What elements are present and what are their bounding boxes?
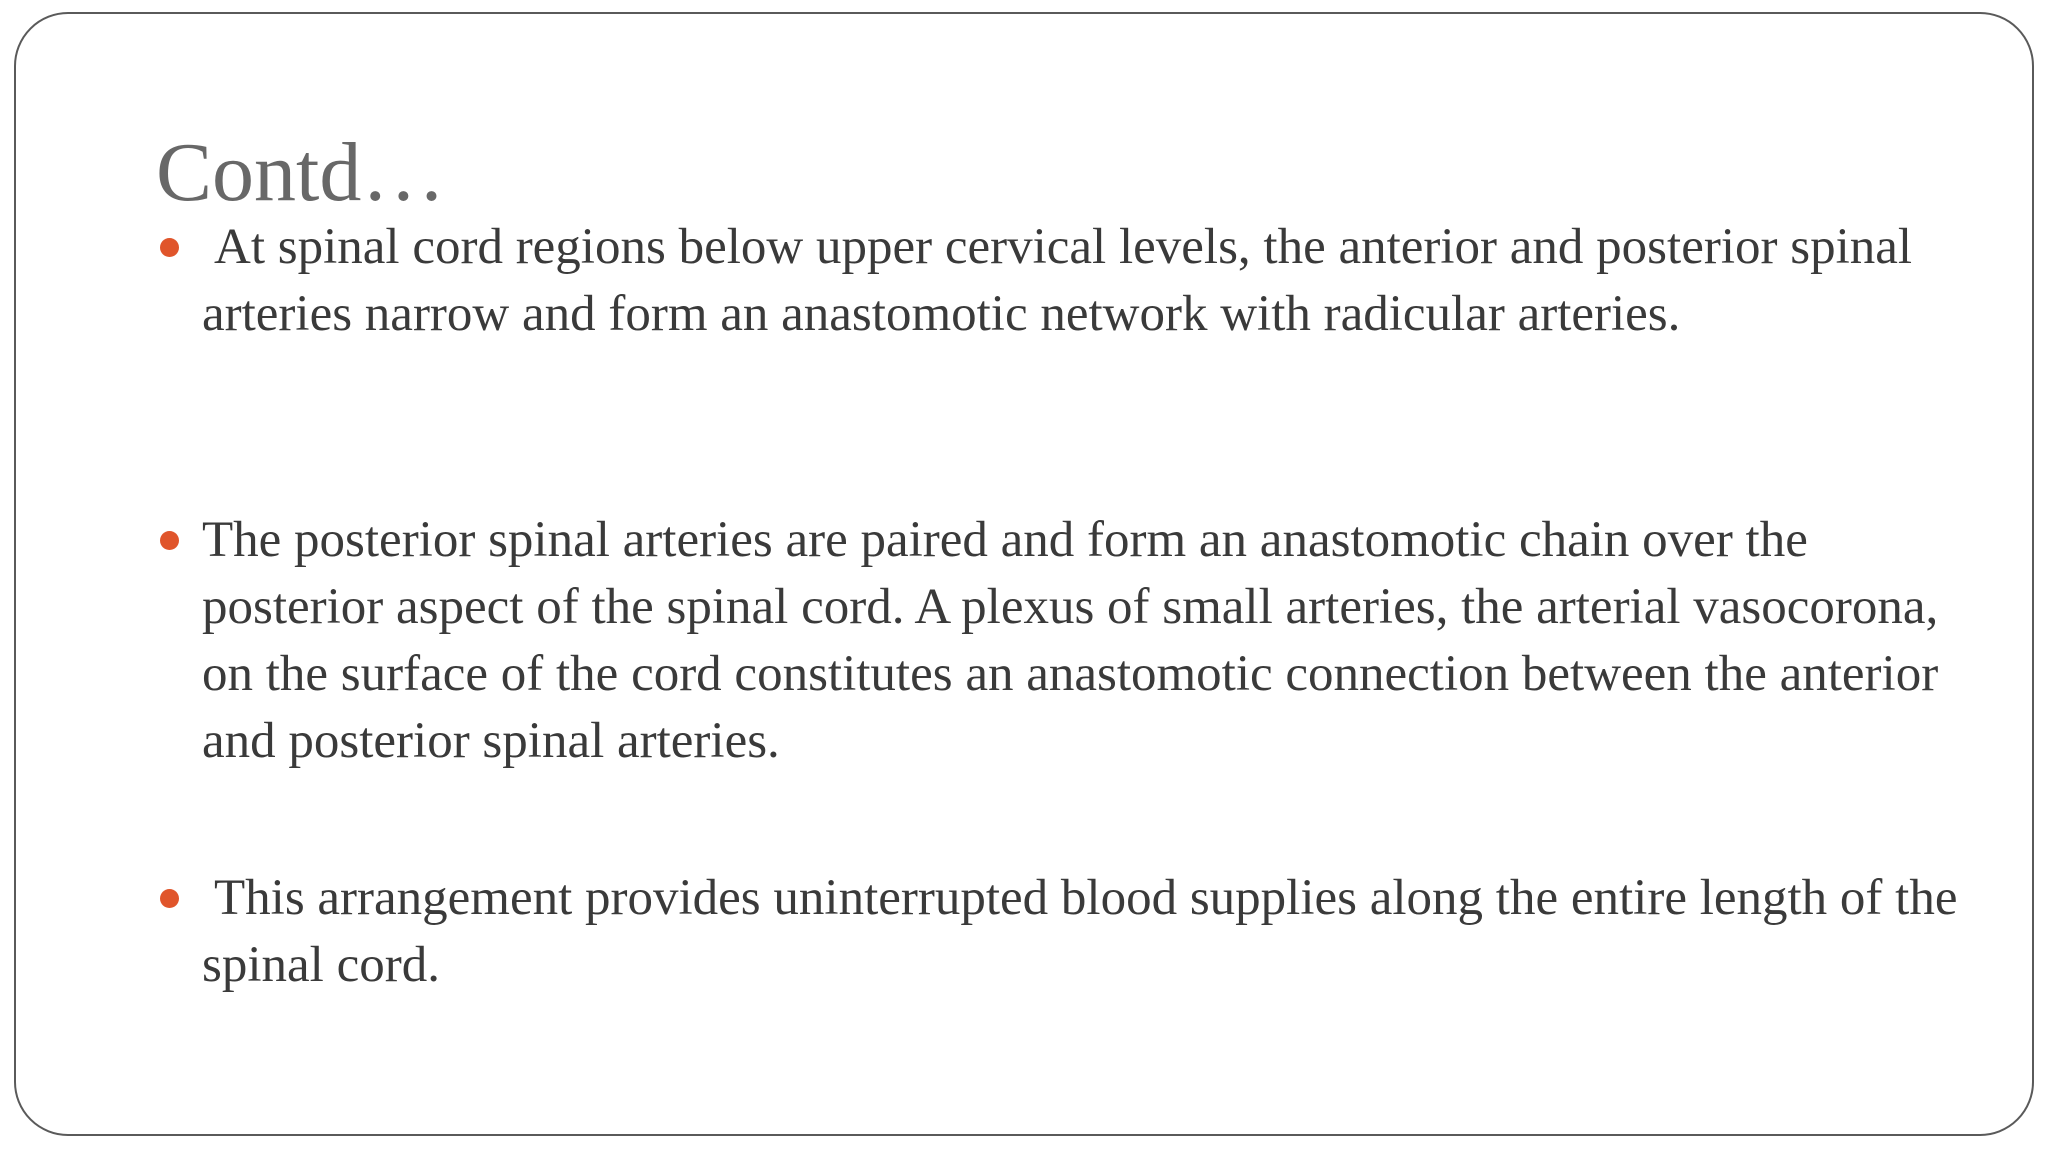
bullet-dot-icon [160, 889, 179, 908]
bullet-item [202, 507, 1962, 775]
bullet-dot-icon [160, 531, 179, 550]
bullet-text: The posterior spinal arteries are paired and form an anastomotic chain over the posterior aspect of the spinal cord. A plexus of small arteries, the arterial vasocorona, on the surface of the cord constitutes an anastomotic connection between the anterior and posterior spinal arteries. [202, 512, 1939, 769]
bullet-item [202, 865, 1962, 999]
bullet-text: At spinal cord regions below upper cervical levels, the anterior and posterior spinal arteries narrow and form an anastomotic network with radicular arteries. [202, 219, 1913, 342]
slide-title: Contd… [156, 126, 446, 219]
bullet-text: This arrangement provides uninterrupted blood supplies along the entire length of the spinal cord. [202, 870, 1958, 993]
bullet-dot-icon [160, 238, 179, 257]
bullet-item [202, 214, 1962, 348]
